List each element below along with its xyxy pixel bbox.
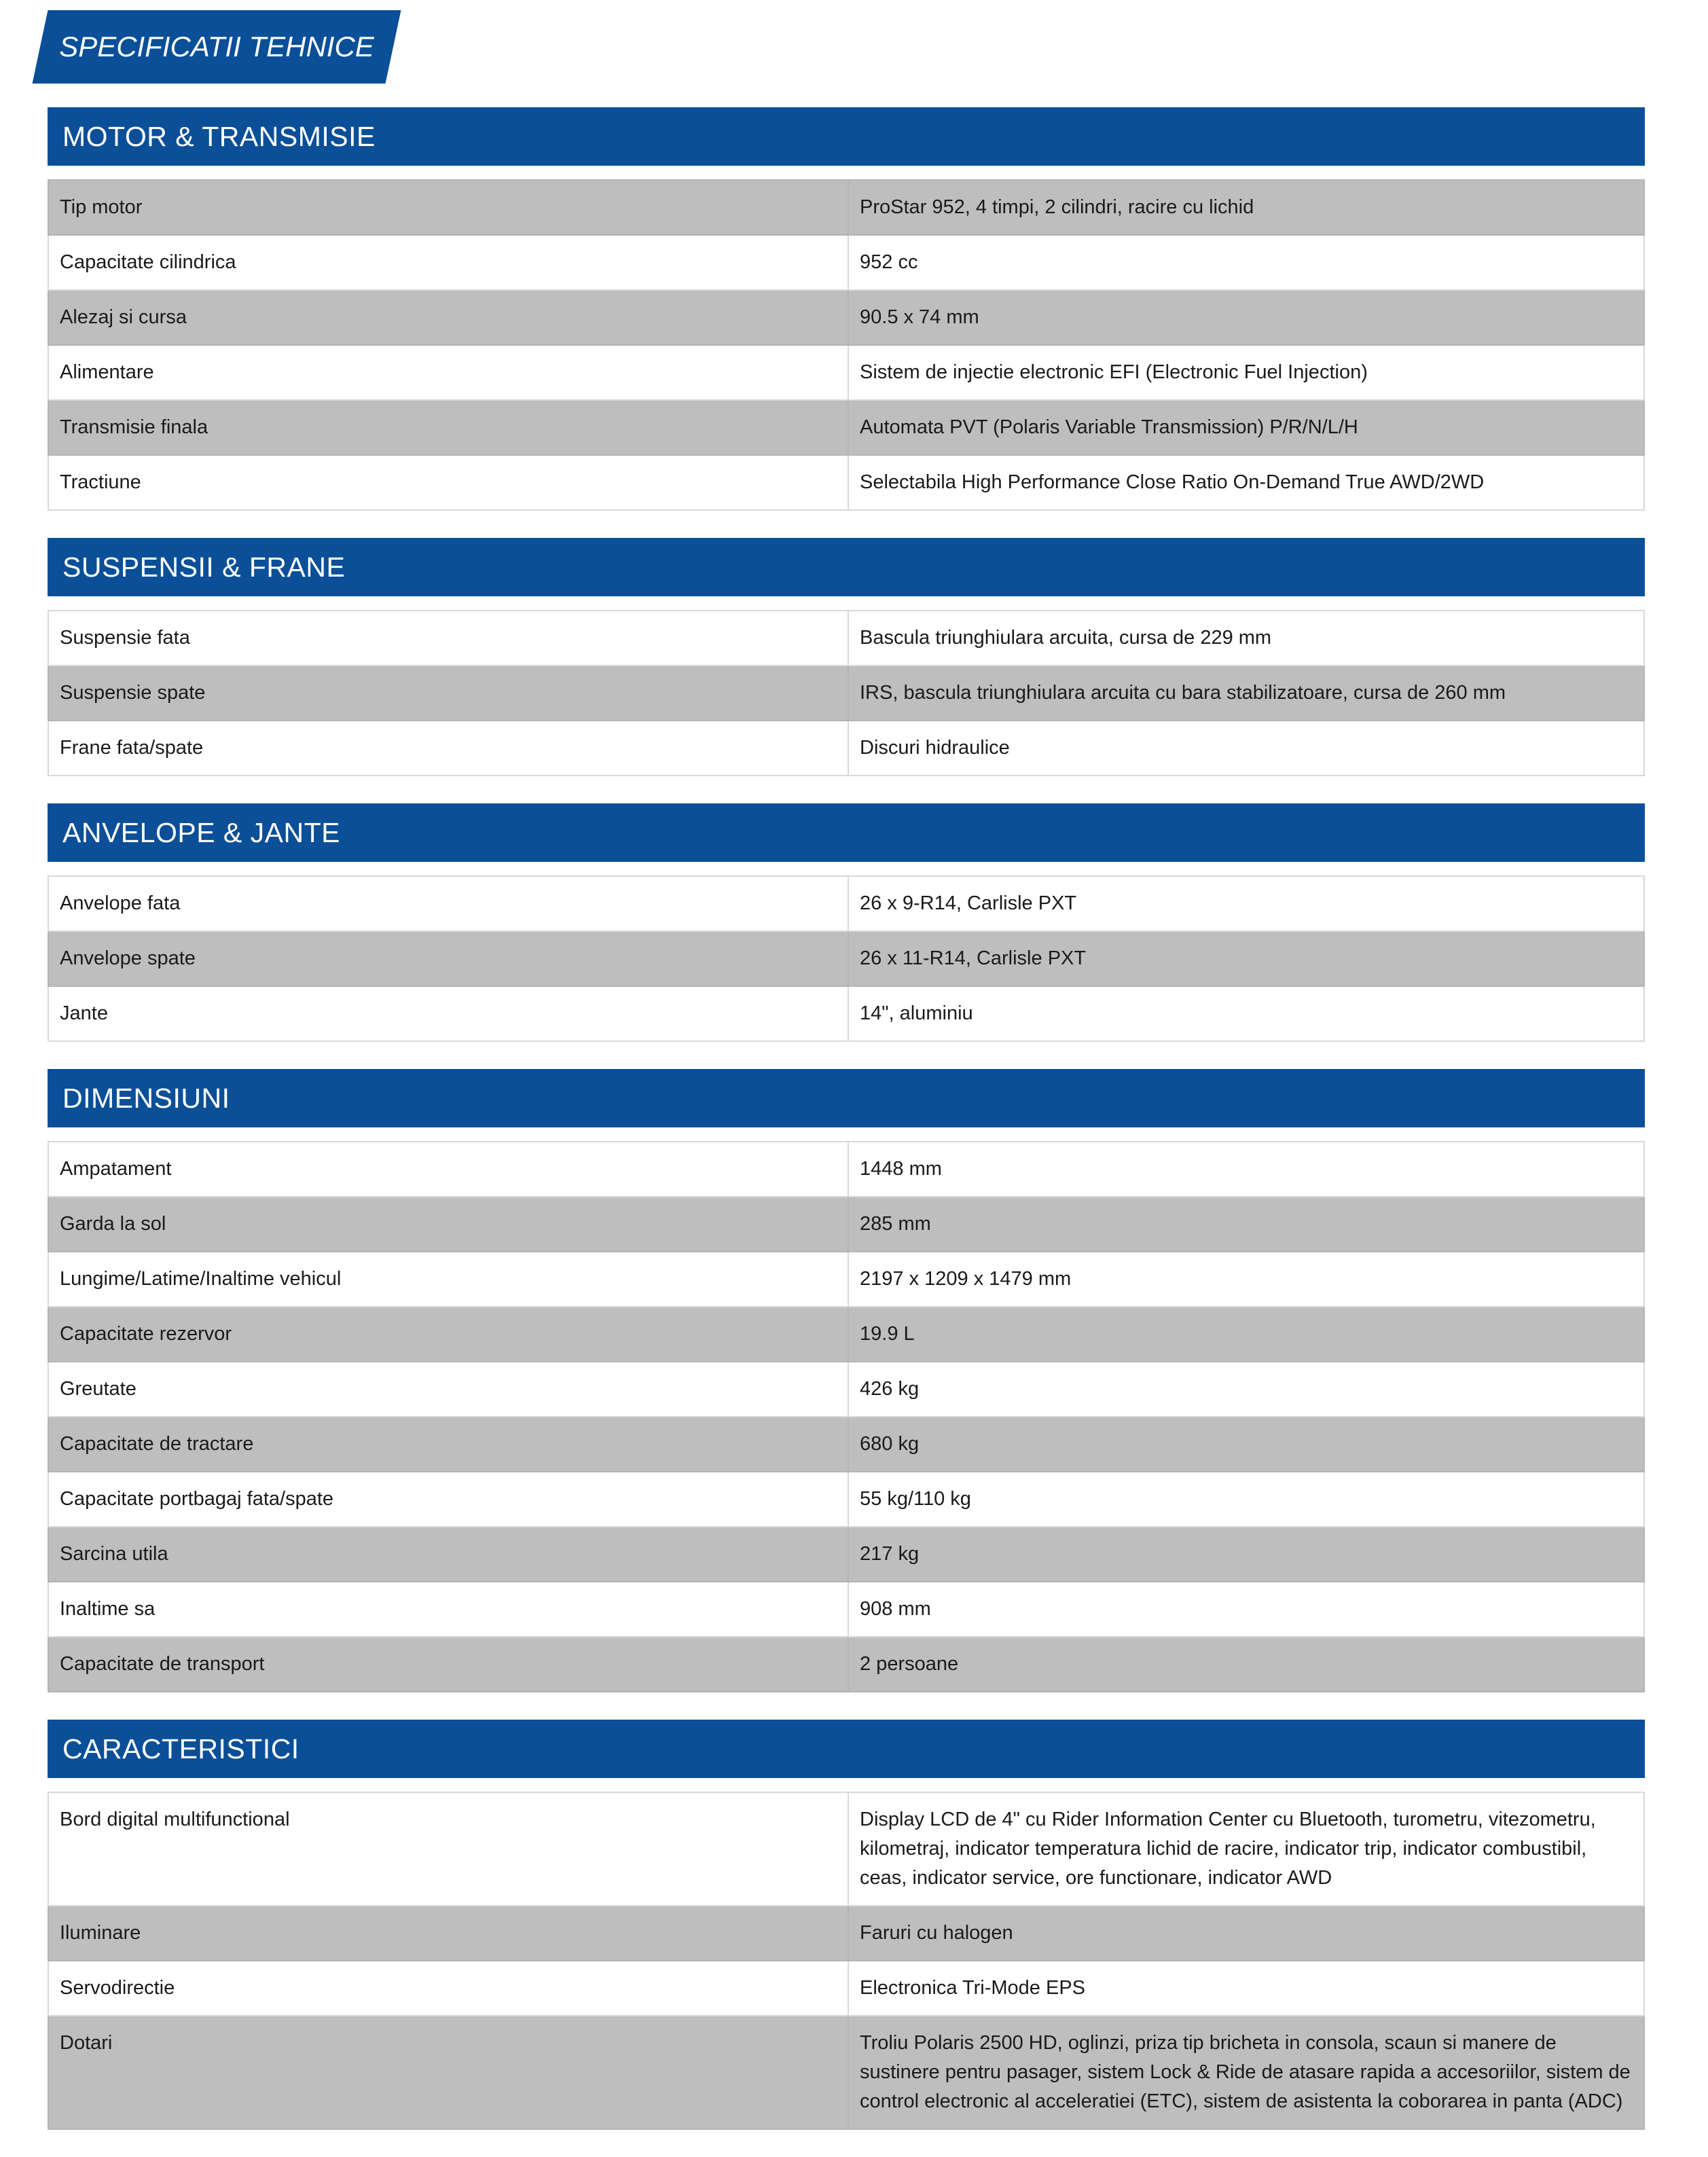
spec-value: Selectabila High Performance Close Ratio On-Demand True AWD/2WD [848, 455, 1644, 510]
spec-label: Servodirectie [48, 1961, 848, 2016]
spec-value: 2 persoane [848, 1637, 1644, 1692]
spec-value: 2197 x 1209 x 1479 mm [848, 1252, 1644, 1307]
table-row [48, 1961, 1644, 2016]
spec-label: Greutate [48, 1362, 848, 1417]
spec-value: 426 kg [848, 1362, 1644, 1417]
spec-value: Display LCD de 4" cu Rider Information Center cu Bluetooth, turometru, vitezometru, kilometraj, indicator temperatura lichid de racire, indicator trip, indicator combustibil, ceas, indicator service, ore functionare, indicator AWD [848, 1792, 1644, 1906]
spec-value: Discuri hidraulice [848, 721, 1644, 776]
spec-value: Automata PVT (Polaris Variable Transmission) P/R/N/L/H [848, 400, 1644, 455]
section-dimensiuni [48, 1069, 1645, 1692]
spec-label: Bord digital multifunctional [48, 1792, 848, 1906]
section-suspensii-frane [48, 538, 1645, 776]
table-row [48, 1307, 1644, 1362]
spec-label: Transmisie finala [48, 400, 848, 455]
spec-content [48, 107, 1645, 2157]
spec-label: Inaltime sa [48, 1582, 848, 1637]
table-row [48, 400, 1644, 455]
spec-table [48, 875, 1645, 1042]
section-header: SUSPENSII & FRANE [48, 538, 1645, 596]
section-header: DIMENSIUNI [48, 1069, 1645, 1127]
section-header: CARACTERISTICI [48, 1720, 1645, 1778]
spec-value: 55 kg/110 kg [848, 1472, 1644, 1527]
spec-label: Iluminare [48, 1906, 848, 1961]
table-row [48, 1142, 1644, 1197]
spec-value: 952 cc [848, 235, 1644, 290]
spec-label: Capacitate de transport [48, 1637, 848, 1692]
spec-value: Faruri cu halogen [848, 1906, 1644, 1961]
spec-label: Anvelope fata [48, 876, 848, 931]
spec-label: Suspensie spate [48, 666, 848, 721]
spec-label: Tractiune [48, 455, 848, 510]
spec-value: 285 mm [848, 1197, 1644, 1252]
spec-table [48, 1792, 1645, 2130]
spec-value: 26 x 9-R14, Carlisle PXT [848, 876, 1644, 931]
table-row [48, 235, 1644, 290]
spec-label: Alimentare [48, 345, 848, 400]
spec-value: 26 x 11-R14, Carlisle PXT [848, 931, 1644, 986]
spec-table [48, 1141, 1645, 1692]
table-row [48, 931, 1644, 986]
spec-label: Capacitate de tractare [48, 1417, 848, 1472]
spec-label: Sarcina utila [48, 1527, 848, 1582]
spec-value: ProStar 952, 4 timpi, 2 cilindri, racire cu lichid [848, 180, 1644, 235]
spec-label: Suspensie fata [48, 611, 848, 666]
spec-value: Sistem de injectie electronic EFI (Electronic Fuel Injection) [848, 345, 1644, 400]
table-row [48, 1906, 1644, 1961]
table-row [48, 611, 1644, 666]
section-header: ANVELOPE & JANTE [48, 803, 1645, 862]
table-row [48, 180, 1644, 235]
table-row [48, 1362, 1644, 1417]
table-row [48, 1582, 1644, 1637]
table-row [48, 345, 1644, 400]
spec-label: Ampatament [48, 1142, 848, 1197]
table-row [48, 1792, 1644, 1906]
spec-label: Dotari [48, 2016, 848, 2129]
table-row [48, 1527, 1644, 1582]
page-title-banner [33, 11, 401, 83]
spec-label: Lungime/Latime/Inaltime vehicul [48, 1252, 848, 1307]
table-row [48, 2016, 1644, 2129]
spec-label: Capacitate cilindrica [48, 235, 848, 290]
table-row [48, 666, 1644, 721]
section-caracteristici [48, 1720, 1645, 2130]
spec-table [48, 179, 1645, 511]
spec-label: Capacitate rezervor [48, 1307, 848, 1362]
table-row [48, 1252, 1644, 1307]
page-title: SPECIFICATII TEHNICE [59, 31, 374, 62]
spec-value: 90.5 x 74 mm [848, 290, 1644, 345]
table-row [48, 455, 1644, 510]
spec-label: Capacitate portbagaj fata/spate [48, 1472, 848, 1527]
table-row [48, 1417, 1644, 1472]
spec-value: IRS, bascula triunghiulara arcuita cu bara stabilizatoare, cursa de 260 mm [848, 666, 1644, 721]
spec-value: Electronica Tri-Mode EPS [848, 1961, 1644, 2016]
spec-value: Bascula triunghiulara arcuita, cursa de 229 mm [848, 611, 1644, 666]
spec-value: 19.9 L [848, 1307, 1644, 1362]
spec-value: Troliu Polaris 2500 HD, oglinzi, priza tip bricheta in consola, scaun si manere de sustinere pentru pasager, sistem Lock & Ride de atasare rapida a accesoriilor, sistem de control electronic al acceleratiei (ETC), sistem de asistenta la coborarea in panta (ADC) [848, 2016, 1644, 2129]
section-header: MOTOR & TRANSMISIE [48, 107, 1645, 166]
spec-value: 680 kg [848, 1417, 1644, 1472]
spec-label: Garda la sol [48, 1197, 848, 1252]
spec-value: 908 mm [848, 1582, 1644, 1637]
section-motor-transmisie [48, 107, 1645, 511]
table-row [48, 1472, 1644, 1527]
spec-value: 1448 mm [848, 1142, 1644, 1197]
spec-value: 217 kg [848, 1527, 1644, 1582]
spec-label: Jante [48, 986, 848, 1041]
spec-label: Anvelope spate [48, 931, 848, 986]
spec-value: 14", aluminiu [848, 986, 1644, 1041]
table-row [48, 1197, 1644, 1252]
table-row [48, 721, 1644, 776]
spec-label: Frane fata/spate [48, 721, 848, 776]
section-anvelope-jante [48, 803, 1645, 1042]
table-row [48, 876, 1644, 931]
spec-table [48, 610, 1645, 776]
table-row [48, 1637, 1644, 1692]
spec-label: Tip motor [48, 180, 848, 235]
spec-label: Alezaj si cursa [48, 290, 848, 345]
table-row [48, 290, 1644, 345]
table-row [48, 986, 1644, 1041]
